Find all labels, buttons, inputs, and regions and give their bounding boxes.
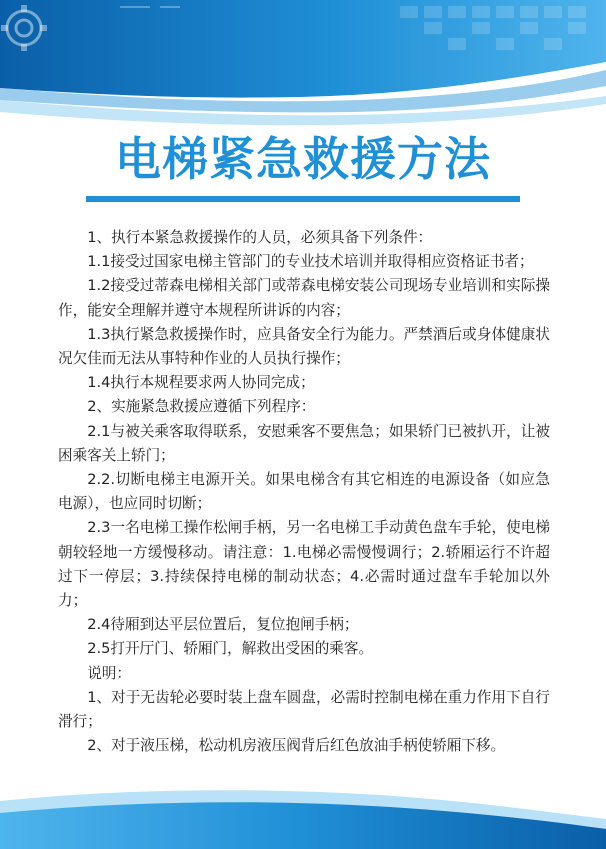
paragraph-notes-heading: 说明： — [87, 664, 131, 682]
gear-logo-icon — [0, 0, 70, 60]
page-title: 电梯紧急救援方法 — [115, 132, 491, 186]
instructions-body — [58, 226, 550, 758]
paragraph-1-2: 1.2接受过蒂森电梯相关部门或蒂森电梯安装公司现场专业培训和实际操作，能安全理解并遵守本规程所讲诉的内容； — [58, 277, 550, 319]
paragraph-2-3: 2.3一名电梯工操作松闸手柄，另一名电梯工手动黄色盘车手轮，使电梯朝较轻地一方缓慢移动。请注意：1.电梯必需慢慢调行；2.轿厢运行不许超过下一停层；3.持续保持电梯的制动状态；4.必需时通过盘车手轮加以外力； — [58, 519, 550, 610]
paragraph-1-3: 1.3执行紧急救援操作时，应具备安全行为能力。严禁酒后或身体健康状况欠佳而无法从事特种作业的人员执行操作； — [58, 325, 550, 368]
paragraph-note-1: 1、对于无齿轮必要时装上盘车圆盘，必需时控制电梯在重力作用下自行滑行； — [58, 688, 550, 731]
paragraph-2-2: 2.2.切断电梯主电源开关。如果电梯含有其它相连的电源设备（如应急电源），也应同时切断； — [58, 471, 550, 513]
title-underline — [86, 196, 520, 202]
paragraph-2-5: 2.5打开厅门、轿厢门，解救出受困的乘客。 — [87, 640, 374, 658]
paragraph-procedure-heading: 2、实施紧急救援应遵循下列程序： — [87, 398, 316, 416]
paragraph-1-1: 1.1接受过国家电梯主管部门的专业技术培训并取得相应资格证书者； — [87, 253, 534, 271]
paragraph-2-1: 2.1与被关乘客取得联系，安慰乘客不要焦急；如果轿门已被扒开，让被困乘客关上轿门； — [58, 422, 550, 464]
paragraph-requirements-heading: 1、执行本紧急救援操作的人员，必须具备下列条件： — [87, 229, 433, 246]
footer-wave-background — [0, 779, 606, 849]
paragraph-2-4: 2.4待厢到达平层位置后，复位抱闸手柄； — [87, 616, 359, 634]
paragraph-note-2: 2、对于液压梯，松动机房液压阀背后红色放油手柄使轿厢下移。 — [87, 737, 506, 755]
paragraph-1-4: 1.4执行本规程要求两人协同完成； — [87, 374, 315, 392]
